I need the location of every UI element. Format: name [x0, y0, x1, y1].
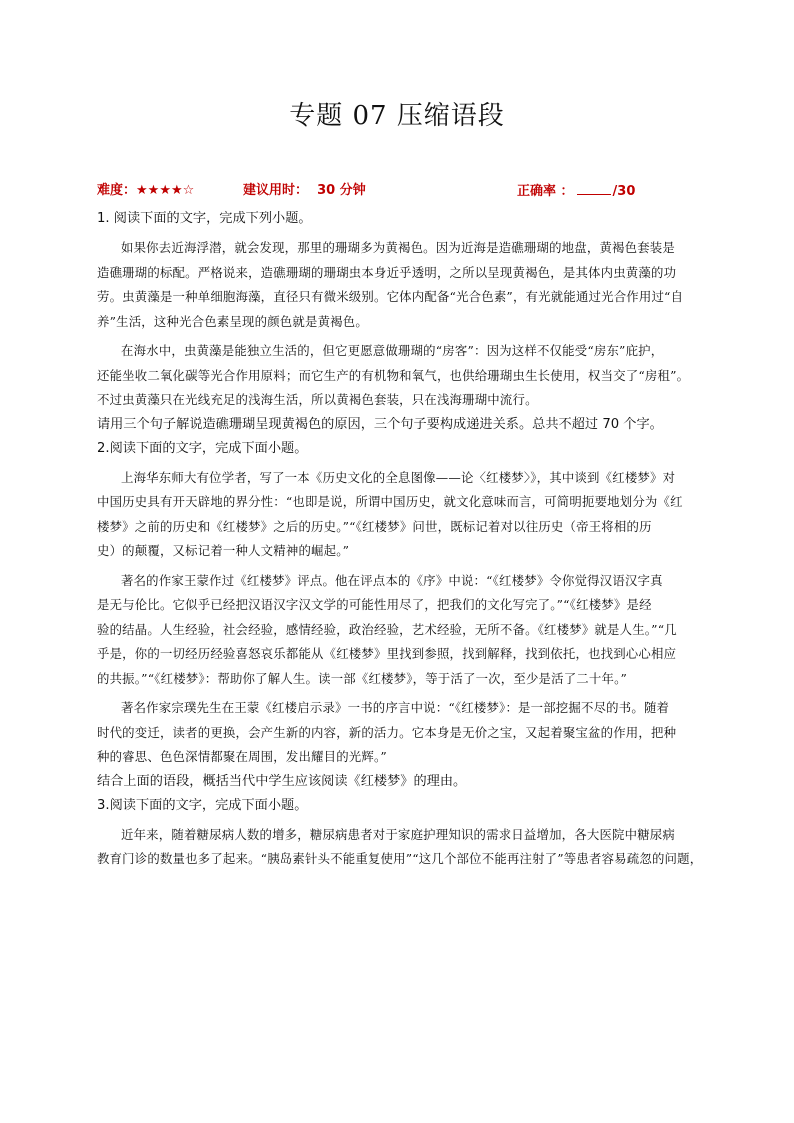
difficulty-stars: ★★★★☆ [136, 183, 195, 198]
passage-line: 史）的颠覆，又标记着一种人文精神的崛起。” [97, 543, 350, 558]
passage-line: 在海水中，虫黄藻是能独立生活的，但它更愿意做珊瑚的“房客”：因为这样不仅能受“房东”庇护， [121, 343, 664, 358]
passage-line: 乎是，你的一切经历经验喜怒哀乐都能从《红楼梦》里找到参照，找到解释，找到依托，也找到心心相应 [97, 646, 677, 661]
passage-line: 教育门诊的数量也多了起来。“胰岛素针头不能重复使用”“这几个部位不能再注射了”等患者容易疏忽的问题， [97, 851, 703, 866]
passage-line: 近年来，随着糖尿病人数的增多，糖尿病患者对于家庭护理知识的需求日益增加，各大医院中糖尿病 [121, 826, 675, 842]
passage-line: 是无与伦比。它似乎已经把汉语汉字汉文学的可能性用尽了，把我们的文化写完了。”“《红楼梦》是经 [97, 597, 652, 612]
time-value: 30 分钟 [317, 183, 366, 198]
time-label: 建议用时： [243, 183, 309, 198]
passage-line: 著名作家宗璞先生在王蒙《红楼启示录》一书的序言中说：“《红楼梦》：是一部挖掘不尽的书。随着 [121, 700, 670, 715]
difficulty [97, 181, 194, 201]
question-prompt: 2.阅读下面的文字，完成下面小题。 [97, 440, 308, 456]
passage-line: 验的结晶。人生经验，社会经验，感情经验，政治经验，艺术经验，无所不备。《红楼梦》就是人生。”“几 [97, 621, 677, 637]
passage-line: 时代的变迁，读者的更换，会产生新的内容，新的活力。它本身是无价之宝，又起着聚宝盆的作用，把种 [97, 724, 677, 740]
passage-line: 造礁珊瑚的标配。严格说来，造礁珊瑚的珊瑚虫本身近乎透明，之所以呈现黄褐色，是其体内虫黄藻的功 [97, 264, 677, 280]
passage-line: 还能坐收二氧化碳等光合作用原料；而它生产的有机物和氧气，也供给珊瑚虫生长使用，权当交了“房租”。 [97, 367, 690, 383]
passage-line: 劳。虫黄藻是一种单细胞海藻，直径只有微米级别。它体内配备“光合色素”，有光就能通过光合作用过“自 [97, 289, 684, 304]
question-text: 请用三个句子解说造礁珊瑚呈现黄褐色的原因，三个句子要构成递进关系。总共不超过 70 个字。 [97, 416, 663, 432]
question-prompt: 3.阅读下面的文字，完成下面小题。 [97, 797, 308, 813]
passage-line: 楼梦》之前的历史和《红楼梦》之后的历史。”“《红楼梦》问世，既标记着对以往历史（帝王将相的历 [97, 518, 652, 534]
accuracy-blank[interactable] [577, 181, 611, 195]
difficulty-label: 难度： [97, 183, 137, 198]
question-prompt: 1. 阅读下面的文字，完成下列小题。 [97, 211, 312, 226]
question-text: 结合上面的语段，概括当代中学生应该阅读《红楼梦》的理由。 [97, 773, 467, 789]
passage-line: 养”生活，这种光合色素呈现的颜色就是黄褐色。 [97, 313, 368, 329]
passage-line: 中国历史具有开天辟地的界分性：“也即是说，所谓中国历史，就文化意味而言，可简明扼要地划分为《红 [97, 494, 683, 509]
accuracy-label: 正确率 ： [517, 184, 574, 199]
passage-line: 的共振。”“《红楼梦》：帮助你了解人生。读一部《红楼梦》，等于活了一次，至少是活了二十年。” [97, 670, 627, 686]
passage-line: 不过虫黄藻只在光线充足的浅海生活，所以黄褐色套装，只在浅海珊瑚中流行。 [97, 392, 538, 407]
accuracy-total: /30 [612, 184, 636, 199]
passage-line: 种的睿思、色色深情都聚在周围，发出耀目的光辉。” [97, 749, 387, 764]
suggested-time [243, 181, 366, 201]
accuracy [517, 181, 635, 202]
questions-content [97, 207, 715, 872]
passage-line: 著名的作家王蒙作过《红楼梦》评点。他在评点本的《序》中说：“《红楼梦》令你觉得汉语汉字真 [121, 572, 663, 588]
worksheet-meta [97, 181, 697, 201]
page-title: 专题 07 压缩语段 [289, 101, 505, 131]
passage-line: 上海华东师大有位学者，写了一本《历史文化的全息图像——论〈红楼梦〉》，其中谈到《红楼梦》对 [121, 469, 676, 485]
passage-line: 如果你去近海浮潜，就会发现，那里的珊瑚多为黄褐色。因为近海是造礁珊瑚的地盘，黄褐色套装是 [121, 240, 675, 255]
